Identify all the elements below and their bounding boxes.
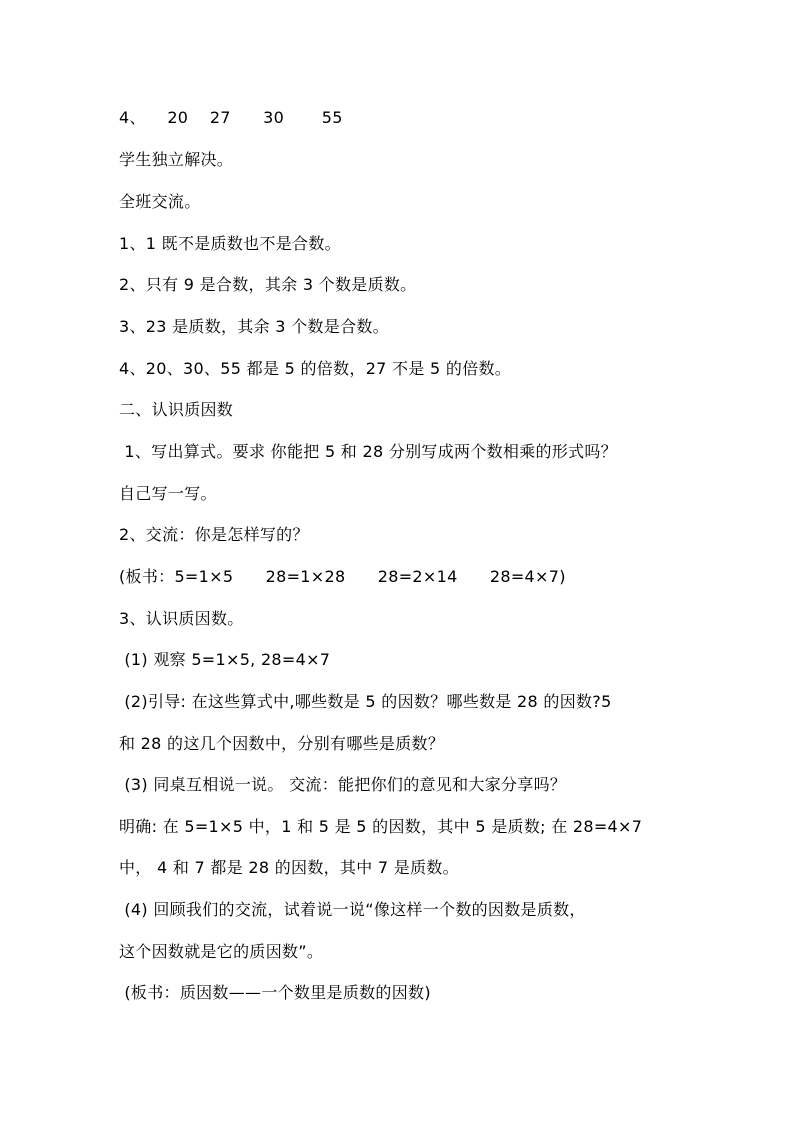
answer-2: 2、只有 9 是合数，其余 3 个数是质数。 xyxy=(119,275,417,294)
text-line: 中， 4 和 7 都是 28 的因数，其中 7 是质数。 xyxy=(119,858,459,877)
text-line: 全班交流。 xyxy=(119,192,201,211)
text-line: (1) 观察 5=1×5, 28=4×7 xyxy=(119,650,331,669)
text-line: 学生独立解决。 xyxy=(119,150,234,169)
text-line: (2)引导: 在这些算式中,哪些数是 5 的因数？哪些数是 28 的因数?5 xyxy=(119,692,612,711)
text-line: 自己写一写。 xyxy=(119,484,217,503)
section-heading: 二、认识质因数 xyxy=(119,400,234,419)
board-note: (板书：质因数——一个数里是质数的因数) xyxy=(119,983,431,1002)
text-line: (3) 同桌互相说一说。 交流：能把你们的意见和大家分享吗？ xyxy=(119,775,567,794)
answer-3: 3、23 是质数，其余 3 个数是合数。 xyxy=(119,317,389,336)
text-line: 2、交流：你是怎样写的？ xyxy=(119,525,309,544)
board-note: (板书：5=1×5 28=1×28 28=2×14 28=4×7) xyxy=(119,567,566,586)
text-line: 1、写出算式。要求 你能把 5 和 28 分别写成两个数相乘的形式吗？ xyxy=(119,442,618,461)
text-line: 和 28 的这几个因数中，分别有哪些是质数？ xyxy=(119,734,445,753)
text-line: 3、认识质因数。 xyxy=(119,609,244,628)
text-line: 这个因数就是它的质因数”。 xyxy=(119,942,324,961)
text-line: 明确: 在 5=1×5 中，1 和 5 是 5 的因数，其中 5 是质数; 在 28=4×7 xyxy=(119,817,643,836)
answer-1: 1、1 既不是质数也不是合数。 xyxy=(119,234,341,253)
exercise-4-numbers: 4、 20 27 30 55 xyxy=(119,108,343,127)
text-line: (4) 回顾我们的交流，试着说一说“像这样一个数的因数是质数， xyxy=(119,900,586,919)
answer-4: 4、20、30、55 都是 5 的倍数，27 不是 5 的倍数。 xyxy=(119,359,512,378)
